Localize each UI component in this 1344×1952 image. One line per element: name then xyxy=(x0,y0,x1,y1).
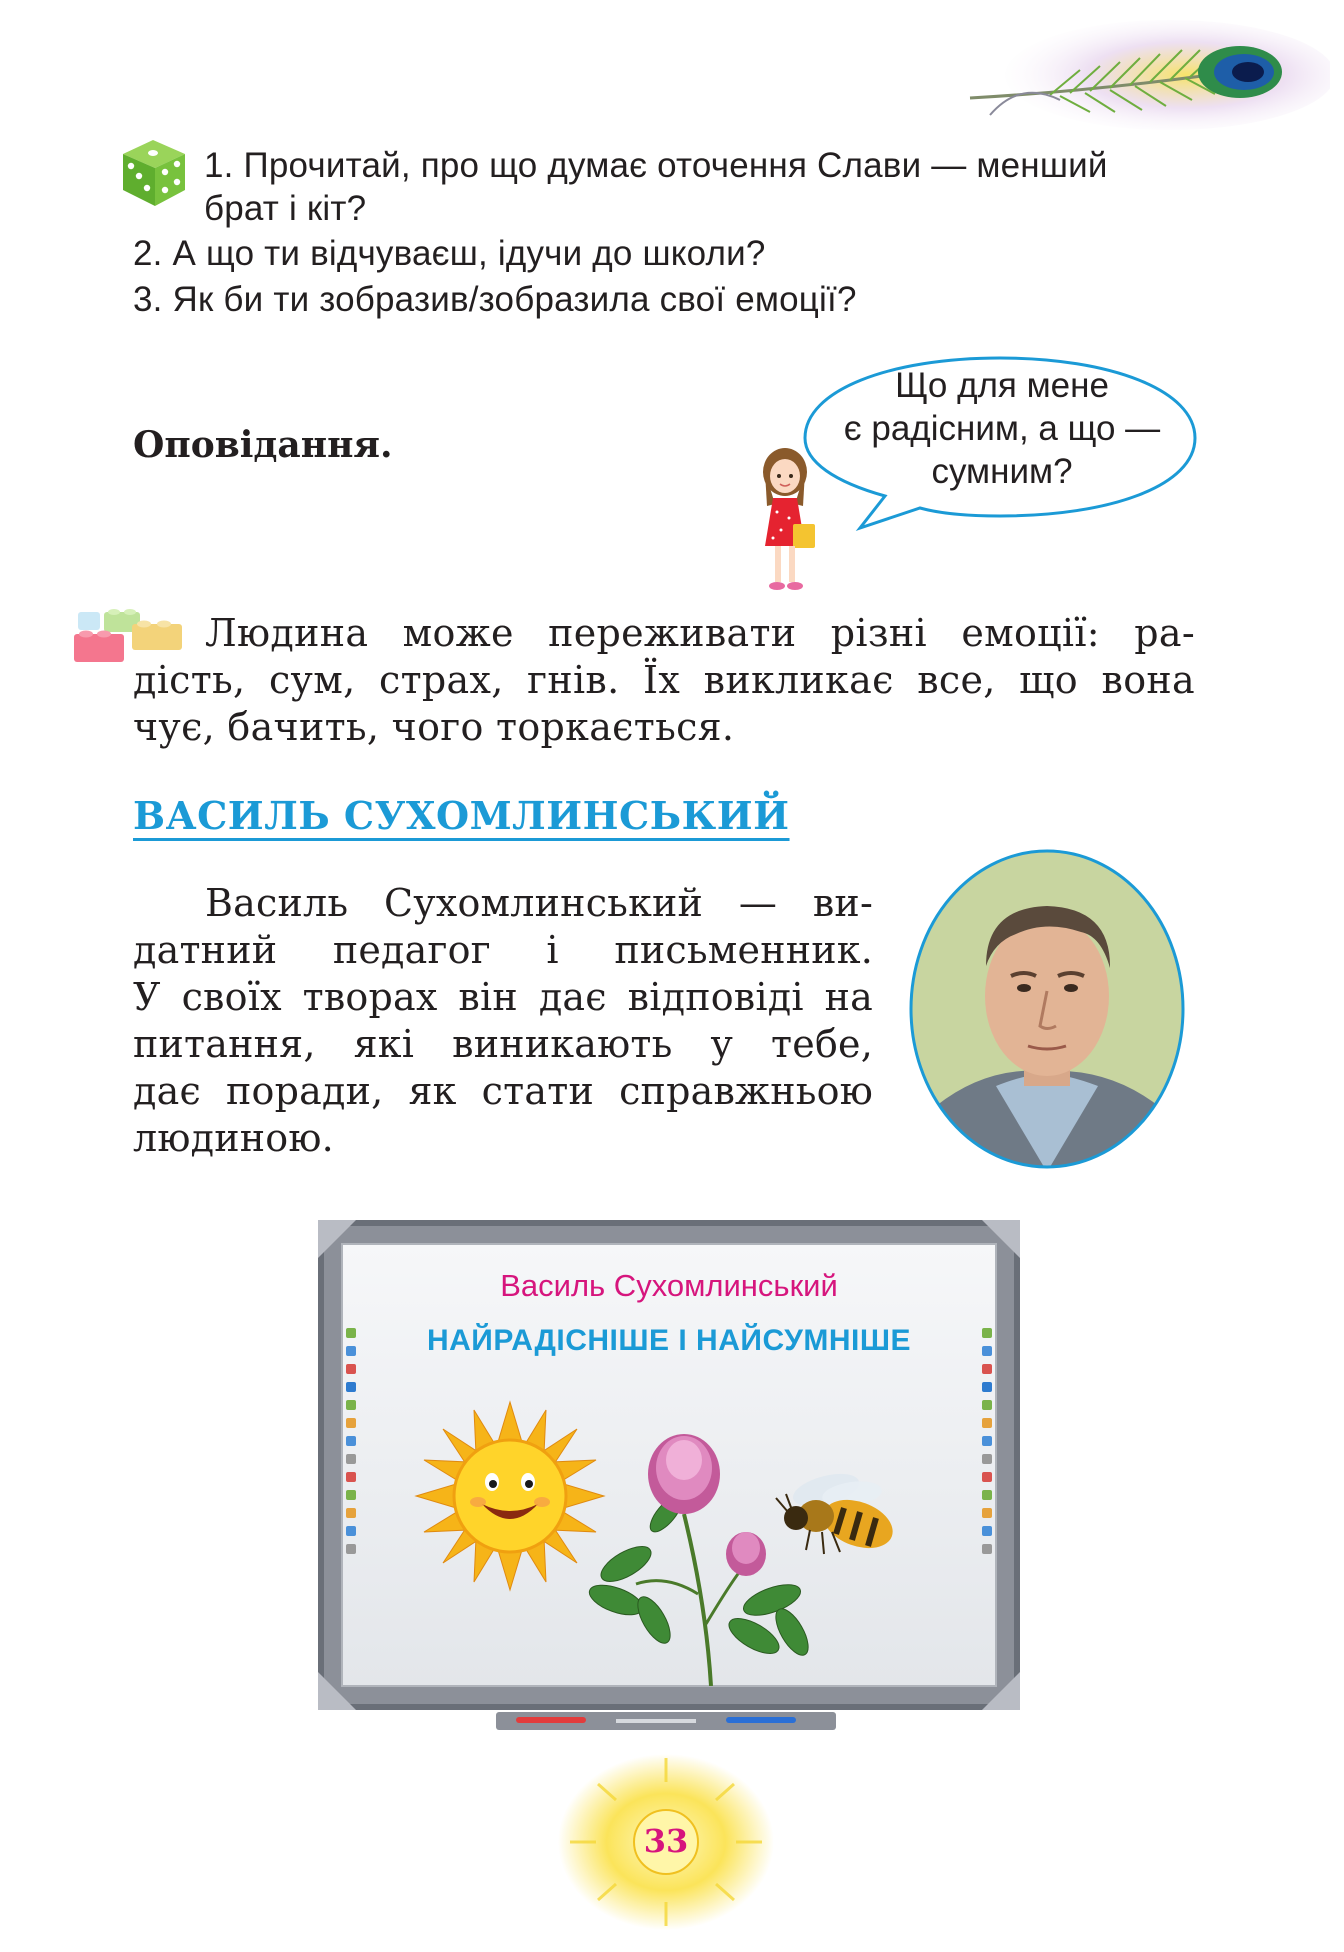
board-author: Василь Сухомлинський xyxy=(500,1268,838,1303)
bubble-line-2: є радісним, а що — xyxy=(843,409,1161,448)
bio-line-2: датний педагог і письменник. xyxy=(133,928,873,972)
bee-illustration xyxy=(766,1468,906,1568)
bubble-text xyxy=(812,364,1192,493)
bubble-line-3: сумним? xyxy=(931,452,1073,491)
bio-line-6: людиною. xyxy=(133,1116,334,1160)
author-biography xyxy=(133,880,873,1162)
intro-line-2: дість, сум, страх, гнів. Їх викликає все, що вона xyxy=(133,658,1195,702)
bubble-line-1: Що для мене xyxy=(895,366,1109,405)
bio-line-4: питання, які виникають у тебе, xyxy=(133,1022,873,1066)
author-portrait xyxy=(906,846,1188,1172)
board-title: НАЙРАДІСНІШЕ І НАЙСУМНІШЕ xyxy=(426,1324,912,1357)
author-heading[interactable]: ВАСИЛЬ СУХОМЛИНСЬКИЙ xyxy=(133,793,790,838)
question-2: 2. А що ти відчуваєш, ідучи до школи? xyxy=(133,234,766,273)
left-toolbar[interactable] xyxy=(344,1328,358,1588)
intro-line-3: чує, бачить, чого торкається. xyxy=(133,705,735,749)
pen-tray xyxy=(496,1708,836,1734)
question-1-line-2: брат і кіт? xyxy=(204,189,367,228)
dice-icon xyxy=(115,132,191,212)
bio-line-5: дає поради, як стати справжньою xyxy=(133,1069,873,1113)
smiling-sun-illustration xyxy=(412,1398,608,1594)
intro-paragraph xyxy=(133,610,1195,751)
girl-illustration xyxy=(745,446,835,596)
question-3: 3. Як би ти зобразив/зобразила свої емоції? xyxy=(133,280,857,319)
bio-line-3: У своїх творах він дає відповіді на xyxy=(133,975,873,1019)
bio-line-1: Василь Сухомлинський — ви- xyxy=(205,881,873,925)
question-1-line-1: 1. Прочитай, про що думає оточення Слави — менший xyxy=(204,146,1108,185)
story-label: Оповідання. xyxy=(133,424,393,466)
page-number: 33 xyxy=(643,1822,689,1860)
intro-line-1: Людина може переживати різні емоції: ра- xyxy=(205,611,1195,655)
peacock-feather-illustration xyxy=(960,20,1330,140)
interactive-whiteboard xyxy=(316,1218,1022,1714)
right-toolbar[interactable] xyxy=(980,1328,994,1588)
